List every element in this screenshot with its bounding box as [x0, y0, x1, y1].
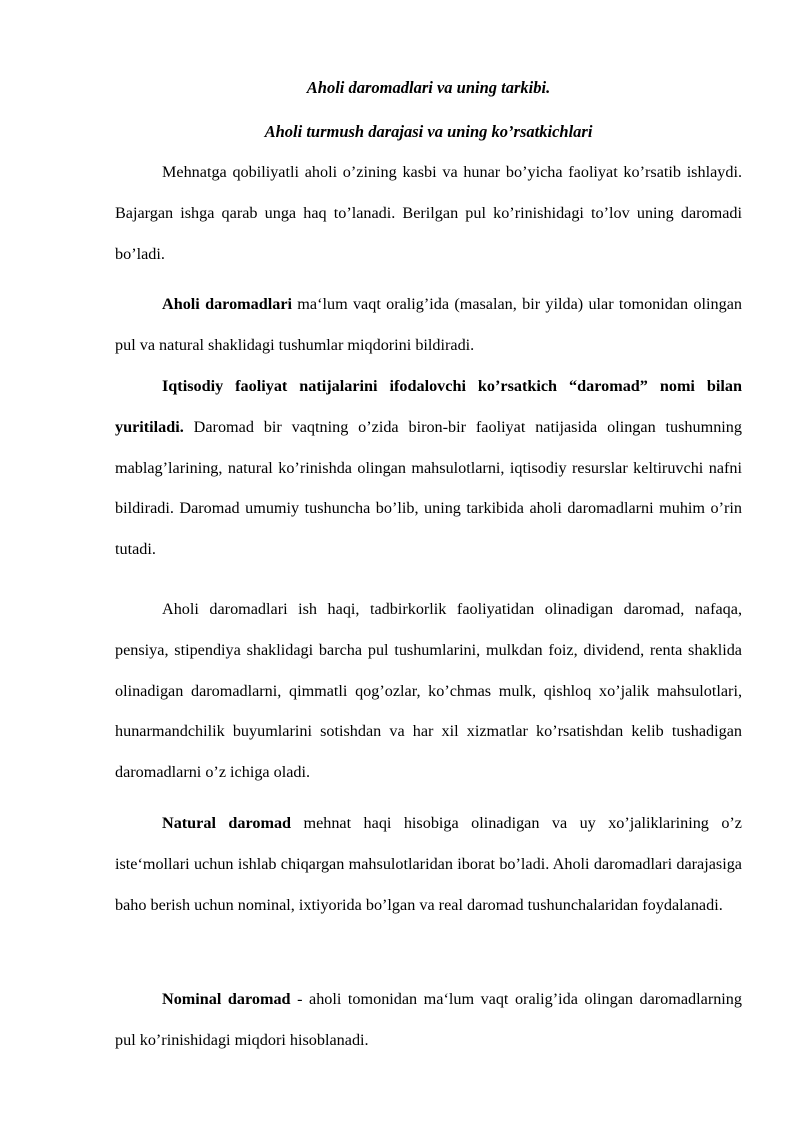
- paragraph-nominal-income: [115, 979, 742, 1061]
- term-population-income: Aholi daromadlari: [162, 295, 293, 313]
- paragraph-work-income: [115, 152, 742, 274]
- paragraph-text: Aholi daromadlari ish haqi, tadbirkorlik faoliyatidan olinadigan daromad, nafaqa, pensiya, stipendiya shaklidagi barcha pul tushumlarini, mulkdan foiz, dividend, renta shaklida olinadigan daromadlarni, qimmatli qog’ozlar, ko’chmas mulk, qishloq xo’jalik mahsulotlari, hunarmandchilik buyumlarini sotishdan va har xil xizmatlar ko’rsatishdan kelib tushadigan daromadlarni o’z ichiga oladi.: [115, 600, 742, 782]
- term-income-indicator: Iqtisodiy faoliyat natijalarini ifodalovchi ko’rsatkich “daromad” nomi bilan yuritiladi.: [115, 377, 742, 436]
- paragraph-income-components: [115, 589, 742, 793]
- term-natural-income: Natural daromad: [162, 814, 292, 832]
- paragraph-population-income: [115, 284, 742, 366]
- paragraph-text: Mehnatga qobiliyatli aholi o’zining kasbi va hunar bo’yicha faoliyat ko’rsatib ishlaydi. Bajargan ishga qarab unga haq to’lanadi. Berilgan pul ko’rinishidagi to’lov uning daromadi bo’ladi.: [115, 163, 742, 263]
- document-title: Aholi daromadlari va uning tarkibi.: [306, 78, 551, 97]
- paragraph-text: Daromad bir vaqtning o’zida biron-bir faoliyat natijasida olingan tushumning mablag’larining, natural ko’rinishda olingan mahsulotlarni, iqtisodiy resurslar keltiruvchi nafni bildiradi. Daromad umumiy tushuncha bo’lib, uning tarkibida aholi daromadlarni muhim o’rin tutadi.: [115, 417, 742, 559]
- paragraph-text: ma‘lum vaqt oralig’ida (masalan, bir yilda) ular tomonidan olingan pul va natural shaklidagi tushumlar miqdorini bildiradi.: [115, 295, 742, 354]
- paragraph-text: mehnat haqi hisobiga olinadigan va uy xo’jaliklarining o’z iste‘mollari uchun ishlab chiqargan mahsulotlaridan iborat bo’ladi. Aholi daromadlari darajasiga baho berish uchun nominal, ixtiyorida bo’lgan va real daromad tushunchalaridan foydalanadi.: [115, 814, 742, 914]
- term-nominal-income: Nominal daromad: [162, 990, 291, 1008]
- document-subtitle: Aholi turmush darajasi va uning ko’rsatkichlari: [264, 122, 593, 141]
- paragraph-text: - aholi tomonidan ma‘lum vaqt oralig’ida olingan daromadlarning pul ko’rinishidagi miqdori hisoblanadi.: [115, 990, 742, 1049]
- paragraph-natural-income: [115, 803, 742, 925]
- paragraph-income-definition: [115, 366, 742, 570]
